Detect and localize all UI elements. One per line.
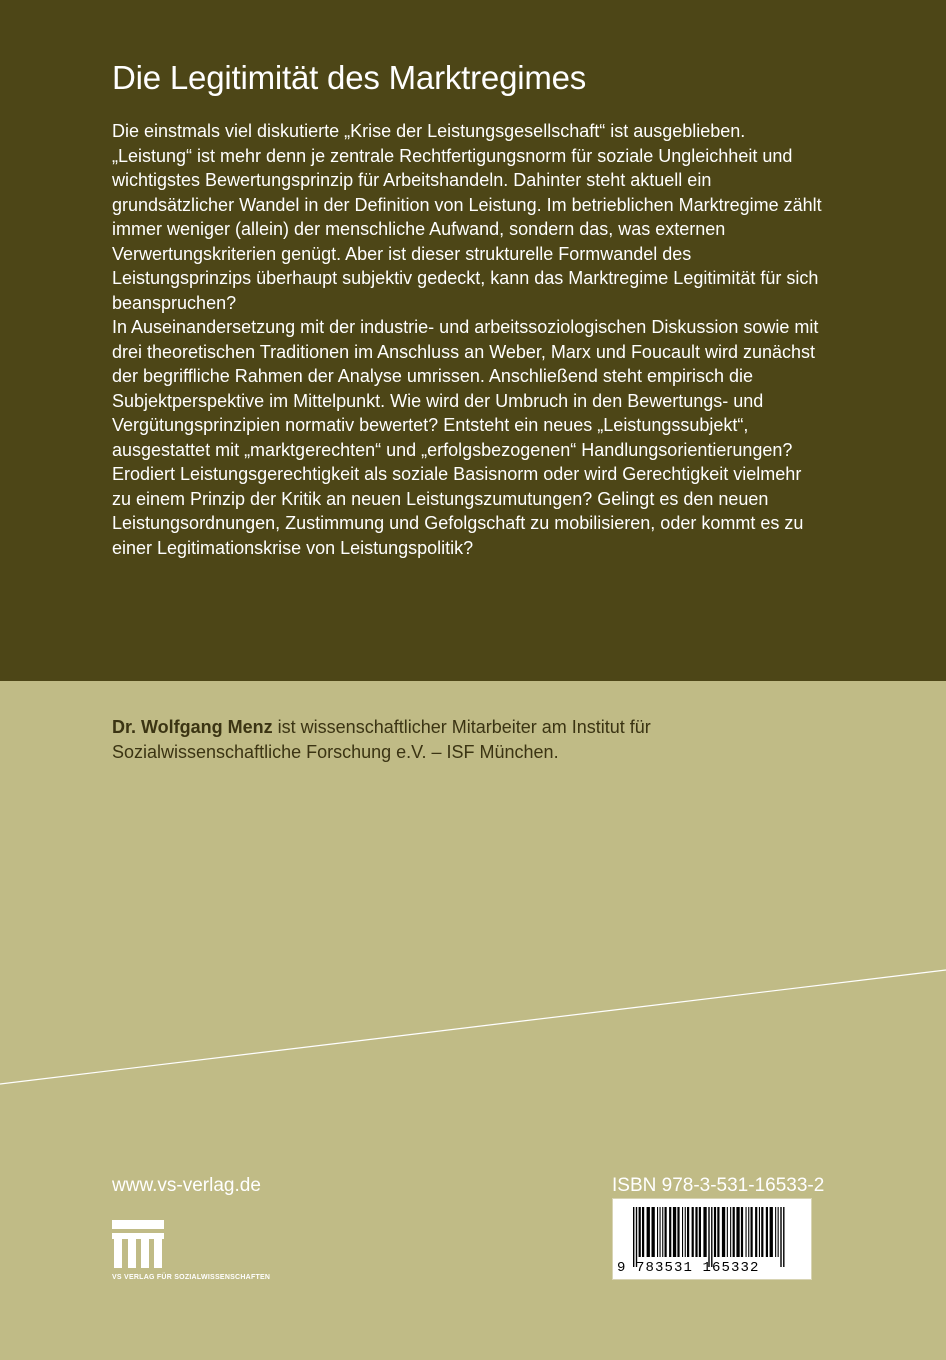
barcode-bar: [682, 1207, 683, 1257]
author-name: Dr. Wolfgang Menz: [112, 717, 273, 737]
barcode-bar: [733, 1207, 735, 1257]
book-title: Die Legitimität des Marktregimes: [112, 59, 587, 96]
author-note: [112, 715, 832, 764]
barcode-bar: [751, 1207, 753, 1257]
author-bio: ist wissenschaftlicher Mitarbeiter am Institut für Sozialwissenschaftliche Forschung e.V. – ISF München.: [112, 717, 651, 762]
barcode-bar: [669, 1207, 671, 1257]
isbn-label: ISBN 978-3-531-16533-2: [612, 1175, 825, 1196]
barcode-bar: [711, 1207, 712, 1267]
barcode-bar: [662, 1207, 663, 1257]
publisher-name: VS VERLAG FÜR SOZIALWISSENSCHAFTEN: [112, 1274, 271, 1281]
barcode-bar: [761, 1207, 763, 1257]
barcode-bar: [759, 1207, 760, 1257]
barcode-bar: [783, 1207, 784, 1267]
barcode-bar: [673, 1207, 676, 1257]
barcode-bar: [687, 1207, 689, 1257]
barcode-bar: [766, 1207, 768, 1257]
barcode-digits: 9 783531 165332: [617, 1260, 760, 1276]
diagonal-divider-line: [0, 960, 946, 1100]
barcode-bar: [703, 1207, 706, 1257]
blurb-paragraph-2: In Auseinandersetzung mit der industrie- und arbeitssoziologischen Diskussion sowie mit drei theoretischen Traditionen im Anschluss an Weber, Marx und Foucault wird zunächst der begriffliche Rahmen der Analyse umrissen. Anschließend steht empirisch die Subjektperspektive im Mittelpunkt. Wie wird der Umbruch in den Bewertungs- und Vergütungsprinzipien normativ bewertet? Entsteht ein neues „Leistungssubjekt“, ausgestattet mit „marktgerechten“ und „erfolgsbezogenen“ Handlungsorientierungen? Erodiert Leistungsgerechtigkeit als soziale Basisnorm oder wird Gerechtigkeit vielmehr zu einem Prinzip der Kritik an neuen Leistungszumutungen? Gelingt es den neuen Leistungsordnungen, Zustimmung und Gefolgschaft zu mobilisieren, oder kommt es zu einer Legitimationskrise von Leistungspolitik?: [112, 317, 819, 558]
barcode-bar: [770, 1207, 773, 1257]
barcode-bar: [775, 1207, 776, 1257]
barcode-bar: [699, 1207, 701, 1257]
barcode-bar: [717, 1207, 719, 1257]
barcode-bar: [657, 1207, 658, 1257]
barcode-bar: [647, 1207, 650, 1257]
barcode-bar: [780, 1207, 781, 1267]
blurb-paragraph-1: Die einstmals viel diskutierte „Krise der Leistungsgesellschaft“ ist ausgeblieben. „Leistung“ ist mehr denn je zentrale Rechtfertigungsnorm für soziale Ungleichheit und wichtigstes Bewertungsprinzip für Arbeitshandeln. Dahinter steht aktuell ein grundsätzlicher Wandel in der Definition von Leistung. Im betrieblichen Marktregime zählt immer weniger (allein) der menschliche Aufwand, sondern das, was externen Verwertungskriterien genügt. Aber ist dieser strukturelle Formwandel des Leistungsprinzips überhaupt subjektiv gedeckt, kann das Marktregime Legitimität für sich beanspruchen?: [112, 121, 822, 313]
barcode-bar: [727, 1207, 728, 1257]
barcode-bar: [746, 1207, 747, 1257]
barcode-bar: [660, 1207, 661, 1257]
barcode-bar: [730, 1207, 731, 1257]
barcode-bar: [639, 1207, 641, 1257]
barcode-bar: [695, 1207, 697, 1257]
barcode-bar: [636, 1207, 637, 1267]
barcode-bar: [741, 1207, 743, 1257]
barcode-bar: [748, 1207, 749, 1257]
barcode: [612, 1198, 812, 1280]
barcode-bar: [685, 1207, 686, 1257]
barcode-bar: [714, 1207, 716, 1257]
publisher-website: www.vs-verlag.de: [112, 1175, 261, 1196]
vs-verlag-logo-icon: [112, 1220, 164, 1268]
barcode-bar: [677, 1207, 679, 1257]
barcode-bar: [722, 1207, 725, 1257]
blurb-text: [112, 119, 822, 560]
barcode-bar: [652, 1207, 655, 1257]
barcode-bar: [692, 1207, 694, 1257]
barcode-bar: [778, 1207, 779, 1257]
barcode-bar: [736, 1207, 739, 1257]
barcode-bar: [665, 1207, 667, 1257]
barcode-bar: [642, 1207, 644, 1257]
barcode-bar: [633, 1207, 634, 1267]
barcode-bar: [708, 1207, 709, 1267]
barcode-bar: [755, 1207, 757, 1257]
